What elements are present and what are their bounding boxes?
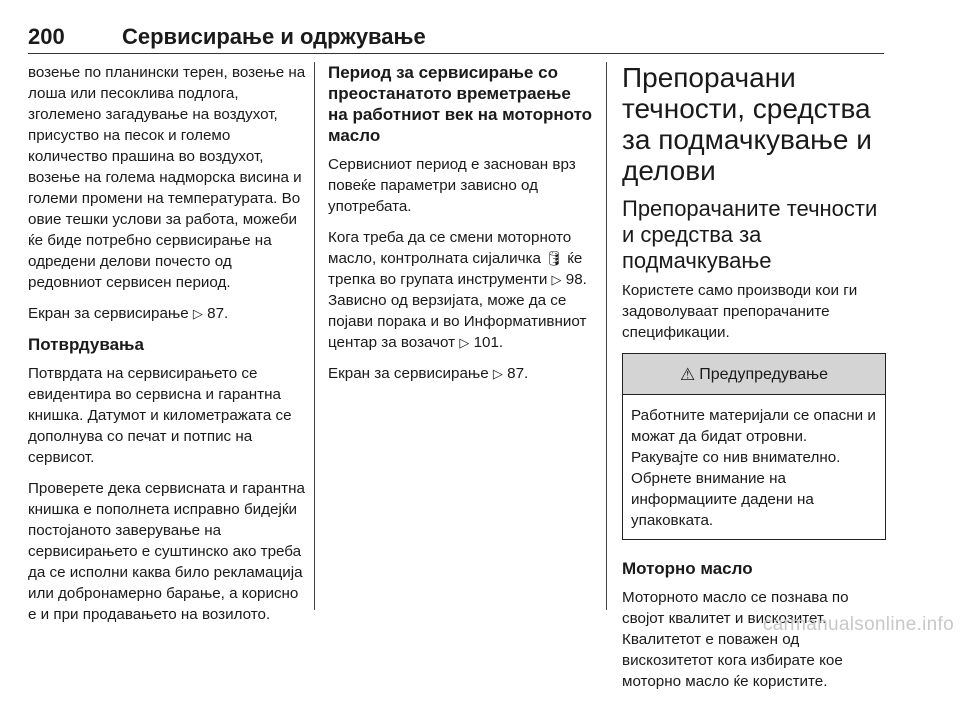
page-header bbox=[28, 12, 884, 50]
cross-reference bbox=[28, 303, 306, 324]
watermark: carmanualsonline.info bbox=[762, 614, 954, 635]
paragraph: Користете само производи кои ги задоволуваат препорачаните спецификации. bbox=[622, 282, 858, 341]
warning-box bbox=[622, 353, 886, 540]
column-divider bbox=[314, 62, 315, 610]
reference-text: Екран за сервисирање bbox=[28, 305, 193, 322]
reference-text: Екран за сервисирање bbox=[328, 365, 493, 382]
warning-title: Предупредување bbox=[699, 365, 829, 383]
section-heading: Потврдувања bbox=[28, 335, 144, 354]
warning-header bbox=[623, 354, 885, 395]
paragraph: Сервисниот период е заснован врз повеќе параметри зависно од употребата. bbox=[328, 156, 576, 215]
paragraph: возење по планински терен, возење на лоша или песоклива подлога, зголемено загадување на воздухот, присуство на песок и големо количество прашина во воздухот, возење на голема надморска висина и големи промени на температурата. Во овие тешки услови за работа, можеби ќе биде потребно сервисирање на одредени делови почесто од редовниот сервисен период. bbox=[28, 64, 306, 291]
column-middle bbox=[328, 62, 594, 394]
column-divider bbox=[606, 62, 607, 610]
page-number: 200 bbox=[28, 24, 65, 49]
section-subtitle: Препорачаните течности и средства за подмачкување bbox=[622, 196, 878, 273]
reference-arrow-icon: ▷ bbox=[551, 272, 562, 287]
reference-page: 87. bbox=[507, 365, 529, 382]
reference-page: 87. bbox=[207, 305, 229, 322]
reference-arrow-icon: ▷ bbox=[492, 366, 503, 381]
paragraph: Потврдата на сервисирањето се евидентира во сервисна и гарантна книшка. Датумот и километражата се дополнува со печат и потпис на сервисот. bbox=[28, 365, 292, 466]
column-right bbox=[622, 62, 886, 702]
chapter-title: Препорачани течности, средства за подмачкување и делови bbox=[622, 62, 872, 186]
paragraph: Кога треба да се смени моторното масло, контролната сијаличка 🛢︎ ќе трепка во групата инструменти ▷ 98. Зависно од верзијата, може да се појави порака и во Информативниот центар за возачот ▷ 101. bbox=[328, 229, 587, 351]
warning-triangle-icon: ⚠ bbox=[679, 364, 696, 384]
section-heading: Период за сервисирање со преостанатото времетраење на работниот век на моторното масло bbox=[328, 63, 593, 145]
header-rule bbox=[28, 53, 884, 54]
reference-arrow-icon: ▷ bbox=[192, 306, 203, 321]
paragraph: Проверете дека сервисната и гарантна книшка е пополнета исправно бидејќи постојаното заверување на сервисирањето е суштинско ако треба да се исполни каква било рекламација или добронамерно барање, а корисно е и при продавањето на возилото. bbox=[28, 480, 305, 623]
reference-arrow-icon: ▷ bbox=[459, 335, 470, 350]
warning-body: Работните материјали се опасни и можат да бидат отровни. Ракувајте со нив внимателно. Обрнете внимание на информациите дадени на упаковката. bbox=[631, 407, 876, 529]
cross-reference bbox=[328, 363, 594, 384]
oil-can-icon: 🛢︎ bbox=[545, 250, 563, 266]
page-header-title: Сервисирање и одржување bbox=[122, 24, 426, 49]
paragraph: Моторното масло се познава по својот квалитет и вискозитет. Квалитетот е поважен од вискозитетот кога избирате кое моторно масло ќе користите. bbox=[622, 589, 849, 690]
section-heading: Моторно масло bbox=[622, 559, 753, 578]
column-left bbox=[28, 62, 306, 635]
